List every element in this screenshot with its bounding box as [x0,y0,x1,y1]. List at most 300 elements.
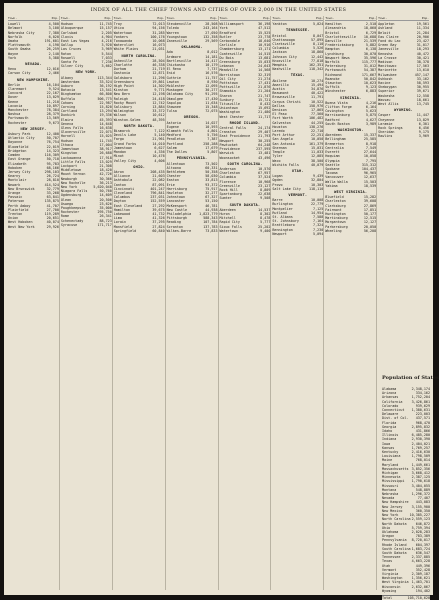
town-population: 15,031 [311,145,324,150]
column-header-pop: Pop. [421,16,429,20]
town-name: Chester [166,174,181,179]
town-population: 18,420 [99,168,112,173]
town-name: Plattsmouth [8,43,31,48]
town-name: Pottstown [219,81,238,86]
town-population: 15,337 [363,133,377,138]
town-name: Sumter [219,196,232,201]
town-population: 11,447 [416,113,429,118]
town-population: 15,525 [258,30,271,35]
town-name: Ogden [272,178,283,183]
state-heading: OREGON. [183,115,201,120]
town-population: 91,295 [205,92,218,97]
index-column [220,16,272,590]
town-population: 171,717 [97,222,112,227]
town-population: 11,334 [416,26,429,31]
town-population: 132,358 [203,34,218,39]
state-name: Kentucky [382,450,399,455]
town-population: 8,918 [365,141,377,146]
town-name: Portland [166,141,183,146]
town-name: Rock Hill [219,187,238,192]
town-name: Charleston [219,171,240,176]
town-population: 7,230 [313,227,324,232]
town-population: 13,884 [152,105,165,110]
town-population: 17,918 [99,155,112,160]
town-name: Brownsville [272,95,295,100]
town-population: 295,750 [97,210,112,215]
town-name: New Rochelle [60,180,86,185]
town-name: Batavia [60,88,76,93]
town-population: 588,343 [203,216,218,221]
town-row [61,223,112,227]
town-population: 75,917 [205,186,218,191]
town-name: Woonsocket [219,155,240,160]
town-name: Mansfield [113,224,133,229]
town-name: Fort Worth [272,116,293,121]
town-name: Washington [219,110,240,115]
town-population: 4,216 [101,39,112,44]
town-name: Mitchell [219,216,236,221]
state-heading: PENNSYLVANIA. [176,156,208,161]
town-name: Rapid City [219,220,240,225]
town-population: 21,747 [258,93,271,98]
town-population: 796,841 [150,190,165,195]
town-population: 6,456 [418,126,429,131]
town-name: Omaha [8,39,19,44]
state-name: Louisiana [382,454,401,459]
town-name: Wilmington [113,109,135,114]
town-population: 32,804 [311,178,324,183]
town-name: McKeesport [166,203,188,208]
town-population: 3,989 [365,121,377,126]
town-population: 67,957 [258,171,271,176]
town-name: Petersburg [325,64,346,69]
town-population: 10,593 [205,124,218,129]
state-population: 1,463,701 [411,580,430,585]
town-population: 35,000 [99,205,112,210]
town-population: 12,198 [152,92,165,97]
town-population: 21,961 [152,137,165,142]
town-population: 17,431 [258,81,271,86]
state-population: 4,663,228 [411,559,430,564]
town-population: 401,247 [150,186,165,191]
town-population: 11,745 [99,22,112,27]
town-name: Huron [219,211,230,216]
town-name: San Angelo [272,137,293,142]
town-name: Union [8,216,19,221]
state-population: 77,407 [417,496,430,501]
town-name: Carlisle [219,43,236,48]
town-population: 29,407 [258,130,271,135]
column-header [114,16,165,21]
town-population: 10,476 [152,154,165,159]
town-name: Laconia [8,103,23,108]
town-name: Provo [272,182,283,187]
town-name: Ada [166,50,173,55]
state-name: New Jersey [382,504,403,509]
town-name: Pendleton [166,137,185,142]
town-population: 12,742 [152,100,165,105]
town-name: Oklahoma City [166,92,194,97]
state-population-row [382,589,430,593]
town-name: Winston-Salem [113,117,141,122]
town-population: 36,192 [99,84,112,89]
town-population: 4,606 [154,158,165,163]
town-name: Tonawanda [113,39,133,44]
town-population: 5,777 [260,220,271,225]
town-name: Johnstown [166,195,185,200]
town-name: Ithaca [60,142,74,147]
state-population: 2,559,123 [411,517,430,522]
town-name: Camden [8,153,21,158]
town-name: Mount Vernon [60,172,86,177]
town-population: 9,400 [260,228,271,233]
town-name: Greensburg [219,60,240,65]
town-population: 21,031 [152,47,165,52]
town-name: Pottsville [219,85,240,90]
town-name: Trenton [8,211,23,216]
town-name: East Las Vegas [60,39,90,44]
town-name: Burlington [272,202,293,207]
town-name: Wilkes-Barre [166,228,192,233]
town-row [325,184,376,188]
town-name: Portsmouth [325,68,346,73]
town-population: 10,303 [311,182,324,187]
town-name: Altoona [166,165,181,170]
town-population: 44,255 [311,120,324,125]
index-column [61,16,113,590]
town-population: 27,050 [205,30,218,35]
town-name: Huntington [325,211,346,216]
town-population: 41,732 [152,211,165,216]
town-population: 4,500 [48,22,59,27]
town-population: 30,421 [416,55,429,60]
column-header [325,16,376,21]
town-row [114,159,165,163]
state-population: 939,629 [415,403,430,408]
state-name: Vermont [382,567,397,572]
town-row [272,163,323,167]
town-population: 28,504 [152,58,165,63]
town-row [220,196,271,200]
town-name: Grand Forks [113,141,137,146]
state-name: Montana [382,487,397,492]
town-population: 21,480 [258,110,271,115]
town-name: Vancouver [325,175,344,180]
town-population: 15,348 [205,105,218,110]
column-header-town: Town. [8,16,18,20]
town-name: Corning [60,105,76,110]
town-population: 18,293 [416,47,429,52]
state-name: North Dakota [382,521,407,526]
town-population: 26,688 [99,151,112,156]
town-population: 9,123 [365,85,377,90]
town-population: 11,296 [152,75,165,80]
town-population: 8,432 [260,102,271,107]
town-name: Newport News [325,55,350,60]
town-name: Tacoma [325,171,338,176]
state-heading: NORTH CAROLINA. [121,53,157,58]
town-population: 4,190 [48,43,59,48]
town-population: 23,778 [258,34,271,39]
town-name: Salt Lake City [272,186,301,191]
column-header-pop: Pop. [263,16,271,20]
town-name: Devils Lake [113,133,137,138]
town-name: Green Bay [378,43,397,48]
town-row [114,47,165,51]
state-name: Arizona [382,391,397,396]
town-name: Johnson City [272,54,297,59]
town-name: Glens Falls [60,126,84,131]
town-row [167,229,218,233]
town-name: Temple [272,150,285,155]
town-name: Albuquerque [60,26,84,31]
town-population: 9,439 [313,174,324,179]
town-population: 43,496 [258,155,271,160]
town-name: Bayonne [8,140,23,145]
town-name: Alliance [113,174,131,179]
town-population: 152,559 [150,199,165,204]
town-name: Beaumont [272,91,289,96]
state-name: Utah [382,563,391,568]
town-name: Perth Amboy [8,203,31,208]
town-name: Clovis [60,34,74,39]
town-name: Sharon [219,93,232,98]
town-name: Oswego [60,201,74,206]
town-name: Covington [325,109,344,114]
town-name: Sheridan [378,130,395,135]
state-population: 352,428 [415,567,430,572]
town-name: Utica [113,26,124,31]
town-population: 72,075 [205,109,218,114]
town-population: 4,801 [207,129,218,134]
town-population: 7,033 [101,55,112,60]
town-population: 66,800 [99,92,112,97]
town-population: 118,110 [308,186,324,191]
town-population: 10,050 [311,137,324,142]
town-population: 50,358 [205,169,218,174]
town-name: Bristol [325,30,340,35]
town-population: 14,010 [152,141,165,146]
town-name: Sheboygan [378,85,397,90]
town-row [8,121,59,125]
state-name: Mississippi [382,479,405,484]
town-name: Klamath Falls [166,129,194,134]
town-name: Fairmont [325,207,342,212]
town-name: Raton [60,51,72,56]
town-population: 258,288 [203,141,218,146]
town-population: 11,634 [205,100,218,105]
column-header [8,16,59,21]
town-row [220,115,271,119]
town-population: 5,875 [365,113,377,118]
town-population: 10,274 [311,78,324,83]
town-name: Newport [272,231,287,236]
town-name: Superior [378,89,395,94]
state-heading: NORTH DAKOTA. [123,123,155,128]
town-population: 4,336 [154,150,165,155]
state-name: Indiana [382,437,397,442]
state-population: 194,402 [415,588,430,593]
town-population: 100,176 [150,34,165,39]
town-name: Claremont [8,87,27,92]
town-population: 78,384 [46,108,59,113]
town-name: Hoboken [8,165,23,170]
town-population: 162,351 [308,63,324,68]
town-name: Manchester [8,108,29,113]
state-heading: SOUTH DAKOTA. [229,202,261,207]
town-name: Ashland [378,26,393,31]
state-population: 2,416,630 [411,450,430,455]
town-name: Toledo [166,26,179,31]
town-name: Dunkirk [60,113,76,118]
town-population: 5,623 [365,109,377,114]
town-population: 5,388 [48,55,59,60]
town-population: 18,860 [311,50,324,55]
state-population: 2,930,390 [411,437,430,442]
state-population: 3,668,412 [411,471,430,476]
town-population: 14,323 [46,148,59,153]
town-row [272,187,323,191]
column-header-town: Town. [272,16,282,20]
town-name: Radford [325,117,340,122]
state-name: Michigan [382,471,399,476]
town-population: 93,372 [205,182,218,187]
town-population: 7,236 [101,60,112,65]
town-population: 158,976 [308,103,324,108]
town-name: Greensboro [113,79,135,84]
town-population: 14,537 [258,207,271,212]
town-name: Seattle [325,162,340,167]
state-population: 360,350 [415,508,430,513]
town-population: 94,156 [152,26,165,31]
town-name: Wilson [113,113,126,118]
state-population: 636,547 [415,550,430,555]
town-row [167,150,218,154]
town-population: 9,771 [154,88,165,93]
town-population: 58,593 [416,81,429,86]
town-population: 8,302 [260,211,271,216]
town-name: Beloit [378,30,391,35]
state-heading: NEW JERSEY. [20,126,47,131]
town-name: Watertown [219,228,238,233]
town-population: 10,522 [311,99,324,104]
town-name: Lima [113,216,122,221]
index-column [272,16,324,590]
town-name: West New York [8,224,35,229]
town-name: Yonkers [113,34,129,39]
state-population: 768,014 [415,458,430,463]
state-population: 6,485,280 [411,433,430,438]
town-population: 41,707 [46,203,59,208]
town-population: 26,341 [99,214,112,219]
town-population: 30,255 [258,138,271,143]
town-population: 22,082 [152,178,165,183]
town-name: Danville [325,39,342,44]
town-population: 19,861 [152,79,165,84]
town-name: Gallup [60,43,74,48]
column-header-town: Town. [113,16,123,20]
town-row [61,64,112,68]
town-population: 9,673 [48,120,59,125]
town-population: 21,204 [258,89,271,94]
town-name: Kenosha [378,51,393,56]
town-population: 15,692 [258,106,271,111]
town-population: 8,110 [313,42,324,47]
town-population: 243,164 [203,26,218,31]
state-heading: NEW HAMPSHIRE. [16,77,50,82]
town-population: 6,301 [418,121,429,126]
town-name: Chickasha [166,63,185,68]
town-name: Brattleboro [272,223,295,228]
state-heading: OHIO. [133,164,146,169]
town-population: 30,955 [416,85,429,90]
town-name: Scranton [166,224,183,229]
state-name: Washington [382,576,403,581]
town-name: Rochester [8,120,27,125]
town-population: 18,060 [363,26,377,31]
town-population: 5,882 [365,43,377,48]
town-population: 21,274 [258,76,271,81]
town-name: Rochester [60,210,80,215]
town-name: Sapulpa [166,100,181,105]
town-population: 13,171 [258,47,271,52]
town-population: 15,282 [363,195,377,200]
town-name: Tyler [272,154,283,159]
state-name: Alabama [382,387,397,391]
town-name: Fond du Lac [378,39,401,44]
town-name: Houston [272,124,287,129]
town-name: Sunbury [219,97,234,102]
town-population: 42,726 [99,172,112,177]
state-population: 334,162 [415,391,430,396]
town-population: 208,435 [150,169,165,174]
town-name: Sherman [272,145,287,150]
town-name: Hampton [325,47,340,52]
town-name: St. Johnsbury [272,219,299,224]
town-name: The Dalles [166,150,188,155]
town-population: 7,795 [365,158,377,163]
state-name: New York [382,513,399,518]
state-population: 604,397 [415,542,430,547]
town-population: 40,472 [416,51,429,56]
town-population: 15,033 [258,60,271,65]
town-population: 24,418 [152,96,165,101]
town-name: Rocky Mount [113,100,137,105]
town-population: 21,876 [258,85,271,90]
town-name: Philadelphia [166,211,192,216]
town-population: 15,157 [99,26,112,31]
town-population: 19,336 [99,113,112,118]
town-name: Shawnee [166,105,181,110]
town-name: South Omaha [8,47,31,52]
state-name: West Virginia [382,580,409,585]
town-population: 88,723 [99,218,112,223]
town-name: Clarksburg [325,203,346,208]
state-population: 1,296,372 [411,492,430,497]
town-population: 18,539 [363,183,377,188]
state-population: 968,470 [415,420,430,425]
town-population: 27,644 [363,150,377,155]
town-name: Gloversville [60,130,86,135]
state-heading: TEXAS. [290,73,305,78]
state-name: Kansas [382,445,395,450]
town-name: Richmond [325,72,342,77]
town-name: Roanoke [325,76,340,81]
town-name: Bloomfield [8,144,29,149]
town-name: Meadville [219,68,238,73]
town-population: 17,430 [205,96,218,101]
town-name: Norfolk [8,34,23,39]
